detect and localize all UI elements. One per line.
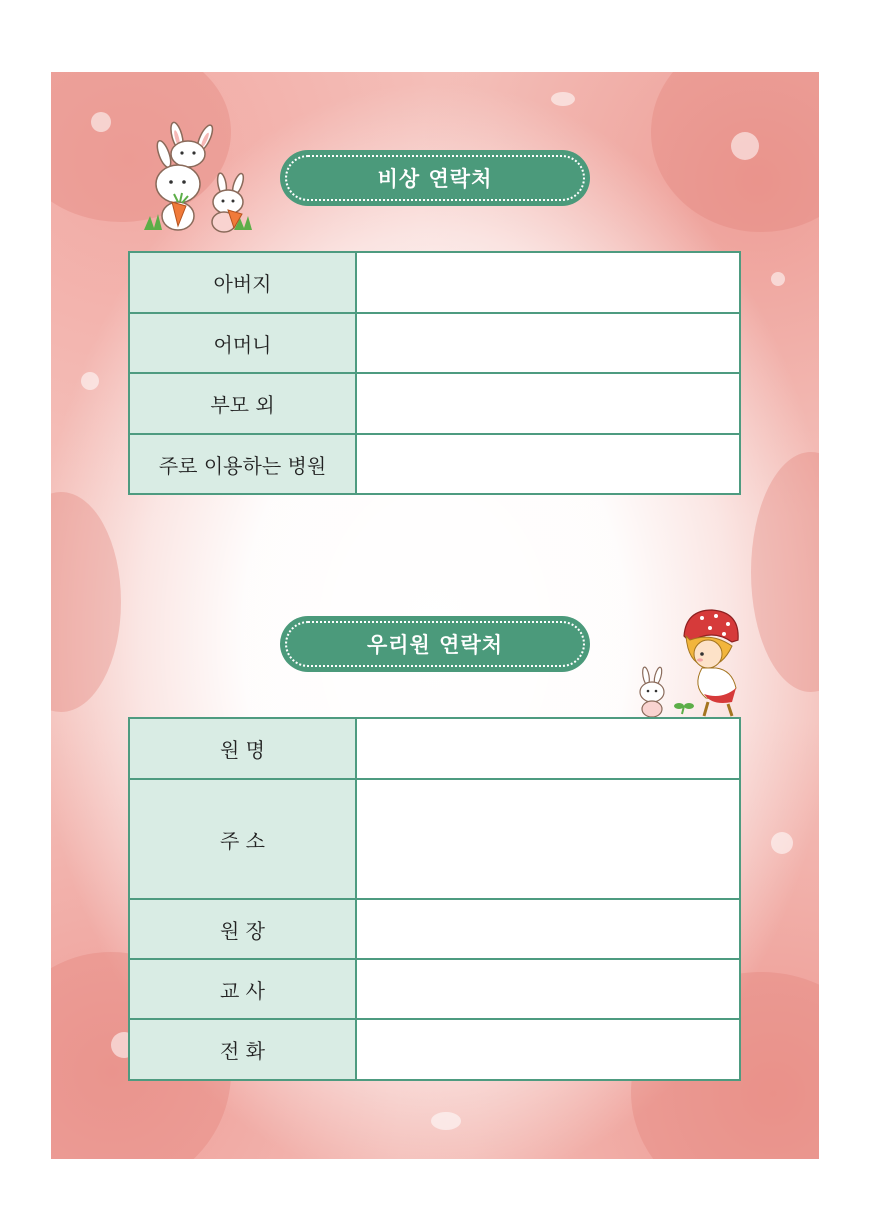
table-row — [129, 373, 740, 434]
row-label-teacher: 교 사 — [129, 959, 356, 1019]
row-value-father[interactable] — [356, 252, 740, 313]
daycare-contacts-table — [128, 717, 741, 1081]
bunnies-with-carrots-illustration — [142, 118, 257, 236]
row-value-teacher[interactable] — [356, 959, 740, 1019]
row-value-hospital[interactable] — [356, 434, 740, 494]
row-label-address: 주 소 — [129, 779, 356, 899]
row-label-phone: 전 화 — [129, 1019, 356, 1080]
table-row — [129, 313, 740, 373]
row-value-director[interactable] — [356, 899, 740, 959]
table-row — [129, 434, 740, 494]
row-label-daycare-name: 원 명 — [129, 718, 356, 779]
table-row — [129, 959, 740, 1019]
girl-red-hood-with-bunny-illustration — [632, 606, 744, 720]
row-value-phone[interactable] — [356, 1019, 740, 1080]
row-value-daycare-name[interactable] — [356, 718, 740, 779]
emergency-contacts-title — [280, 150, 590, 206]
row-value-mother[interactable] — [356, 313, 740, 373]
daycare-contacts-title — [280, 616, 590, 672]
row-value-address[interactable] — [356, 779, 740, 899]
row-value-other-guardian[interactable] — [356, 373, 740, 434]
emergency-contacts-title-text: 비상 연락처 — [377, 167, 493, 191]
table-row — [129, 779, 740, 899]
row-label-father: 아버지 — [129, 252, 356, 313]
table-row — [129, 718, 740, 779]
table-row — [129, 252, 740, 313]
row-label-mother: 어머니 — [129, 313, 356, 373]
table-row — [129, 899, 740, 959]
daycare-contacts-title-text: 우리원 연락처 — [366, 633, 504, 657]
table-row — [129, 1019, 740, 1080]
row-label-hospital: 주로 이용하는 병원 — [129, 434, 356, 494]
row-label-other-guardian: 부모 외 — [129, 373, 356, 434]
row-label-director: 원 장 — [129, 899, 356, 959]
emergency-contacts-table — [128, 251, 741, 495]
